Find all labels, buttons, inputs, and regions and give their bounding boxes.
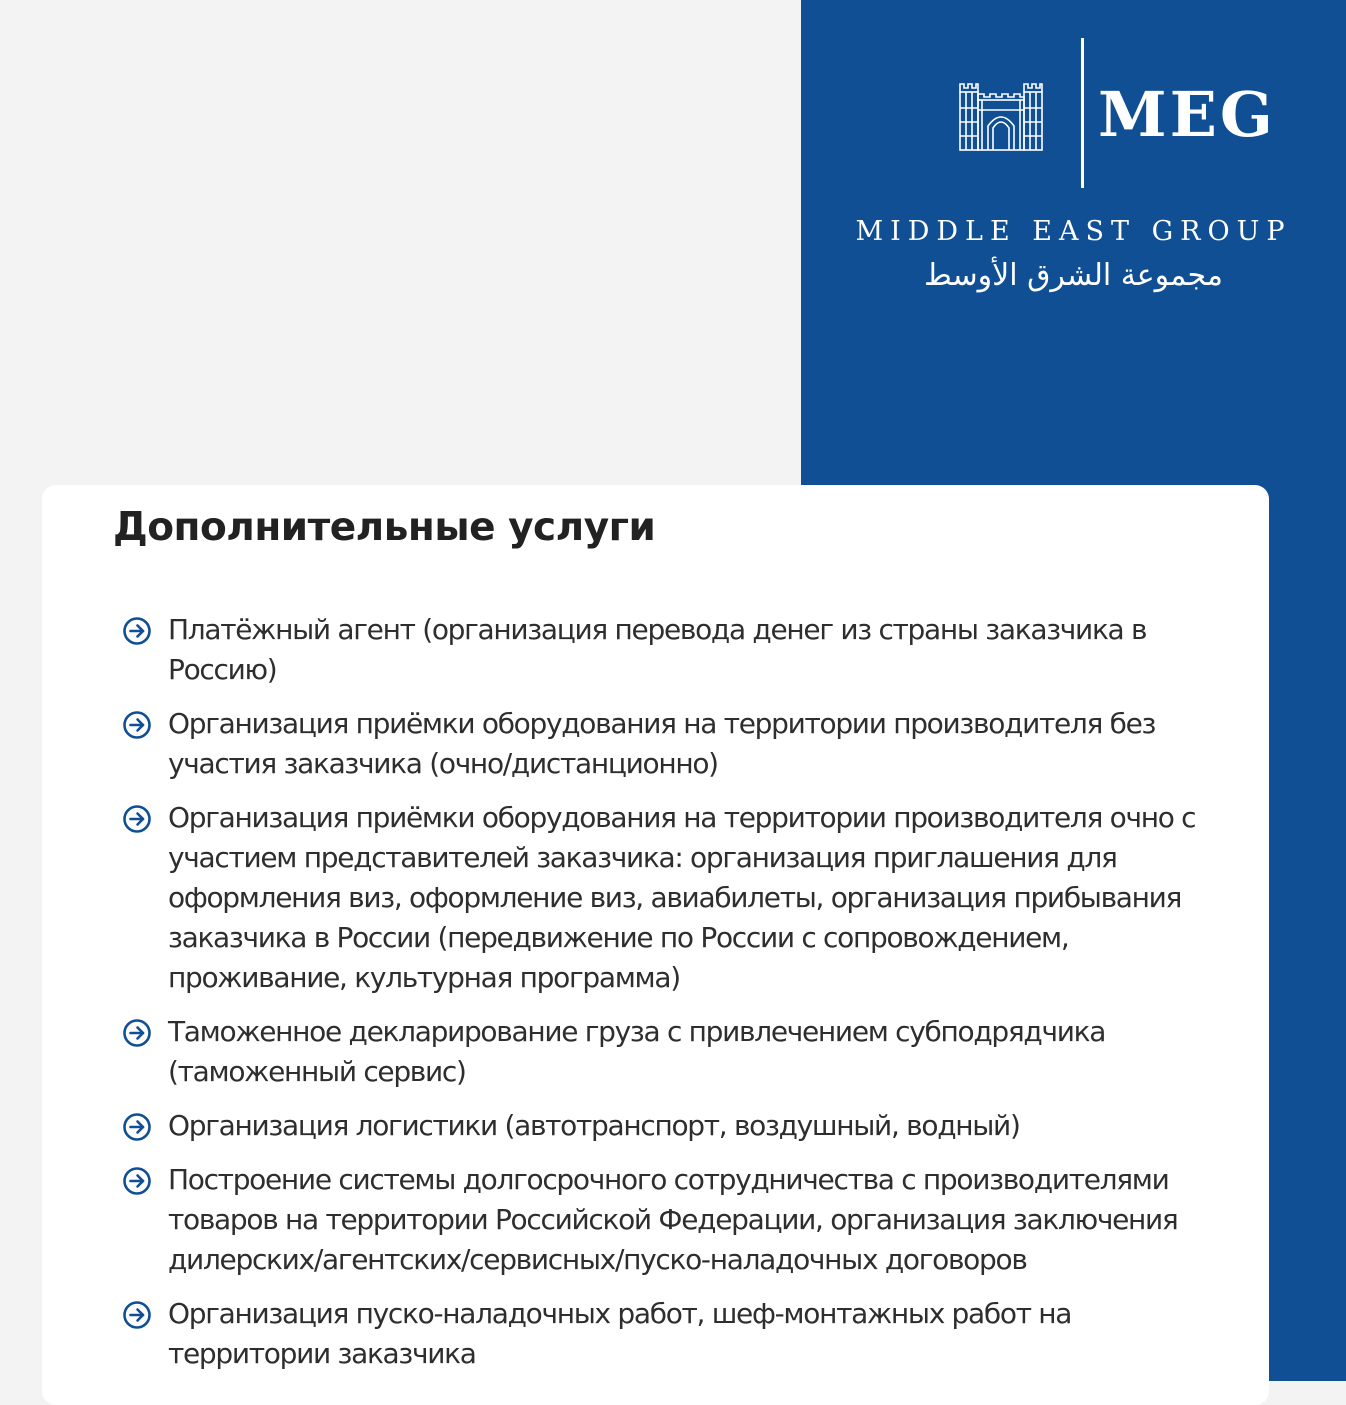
service-text: Организация приёмки оборудования на территории производителя очно с участием представителей заказчика: организация приглашения для оформления виз, оформление виз, авиабилеты, организация прибывания заказчика в России (передвижение по России с сопровождением, проживание, культурная программа) [168,801,1196,994]
service-text: Построение системы долгосрочного сотрудничества с производителями товаров на территории Российской Федерации, организация заключения дилерских/агентских/сервисных/пуско-наладочных договоров [168,1163,1178,1276]
logo-mark: MEG [1098,78,1276,151]
list-item [122,704,1232,784]
list-item [122,610,1232,690]
service-text: Организация логистики (автотранспорт, воздушный, водный) [168,1109,1020,1142]
service-text: Таможенное декларирование груза с привлечением субподрядчика (таможенный сервис) [168,1015,1106,1088]
arrow-right-circle-icon [122,710,152,740]
service-text: Организация приёмки оборудования на территории производителя без участия заказчика (очно/дистанционно) [168,707,1156,780]
logo-divider [1081,38,1084,188]
list-item [122,1106,1232,1146]
list-item [122,1012,1232,1092]
service-text: Организация пуско-наладочных работ, шеф-монтажных работ на территории заказчика [168,1297,1072,1370]
service-text: Платёжный агент (организация перевода денег из страны заказчика в Россию) [168,613,1147,686]
arrow-right-circle-icon [122,1112,152,1142]
arrow-right-circle-icon [122,1300,152,1330]
arrow-right-circle-icon [122,616,152,646]
section-title: Дополнительные услуги [113,505,656,550]
company-name-arabic: مجموعة الشرق الأوسط [924,258,1223,293]
arrow-right-circle-icon [122,1166,152,1196]
list-item [122,1160,1232,1280]
services-card [42,485,1269,1405]
list-item [122,798,1232,998]
arrow-right-circle-icon [122,804,152,834]
company-name: MIDDLE EAST GROUP [855,216,1292,247]
services-list [122,610,1232,1388]
gate-icon [958,78,1044,152]
list-item [122,1294,1232,1374]
arrow-right-circle-icon [122,1018,152,1048]
